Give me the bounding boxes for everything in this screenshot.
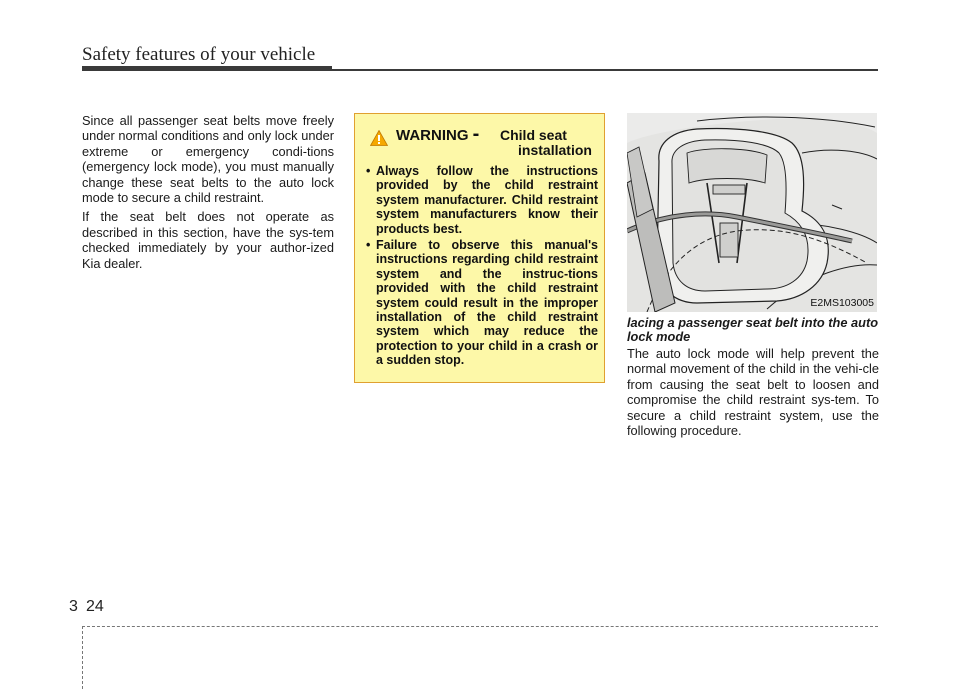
left-paragraph-2: If the seat belt does not operate as described in this section, have the sys-tem checked immediately by your author-ized Kia dealer. [82,209,334,271]
child-seat-illustration [627,113,877,312]
warning-subtitle [500,128,610,158]
warning-list [364,164,598,368]
warning-triangle-icon [370,130,388,146]
left-paragraph-1: Since all passenger seat belts move freely under normal conditions and only lock under extreme or emergency condi-tions (emergency lock mode), you must manually change these seat belts to the auto lock mode to secure a child restraint. [82,113,334,206]
figure-code: E2MS103005 [810,297,874,309]
page-header-title: Safety features of your vehicle [82,44,316,65]
warning-dash: - [472,123,480,145]
right-paragraph: The auto lock mode will help prevent the normal movement of the child in the vehi-cle from causing the seat belt to loosen and compromise the child restraint sys-tem. To secure a child restraint system, use the following procedure. [627,346,879,439]
warning-header [364,124,598,158]
warning-subtitle-line2: installation [518,142,592,158]
child-seat-drawing [627,113,877,312]
warning-label [396,123,480,145]
footer-rule-vertical [82,626,83,689]
header-rule-thick [82,66,332,71]
warning-item-2: • Failure to observe this manual's instructions regarding child restraint system and the instruc-tions provided with the child restraint system could result in the improper installation of the child restraint system which may reduce the protection to your child in a crash or a sudden stop. [364,238,598,368]
footer-rule-horizontal [82,626,878,627]
figure-caption: lacing a passenger seat belt into the auto lock mode [627,315,879,344]
chapter-number: 3 [69,598,78,615]
warning-label-text: WARNING [396,127,469,144]
header-rule-thin [332,69,878,71]
warning-subtitle-line1: Child seat [500,127,567,143]
warning-item-1: • Always follow the instructions provided by the child restraint system manufacturer. Child restraint system manufacturers know their products best. [364,164,598,236]
page-number: 24 [86,598,104,615]
left-column [82,113,334,275]
warning-box [354,113,605,383]
